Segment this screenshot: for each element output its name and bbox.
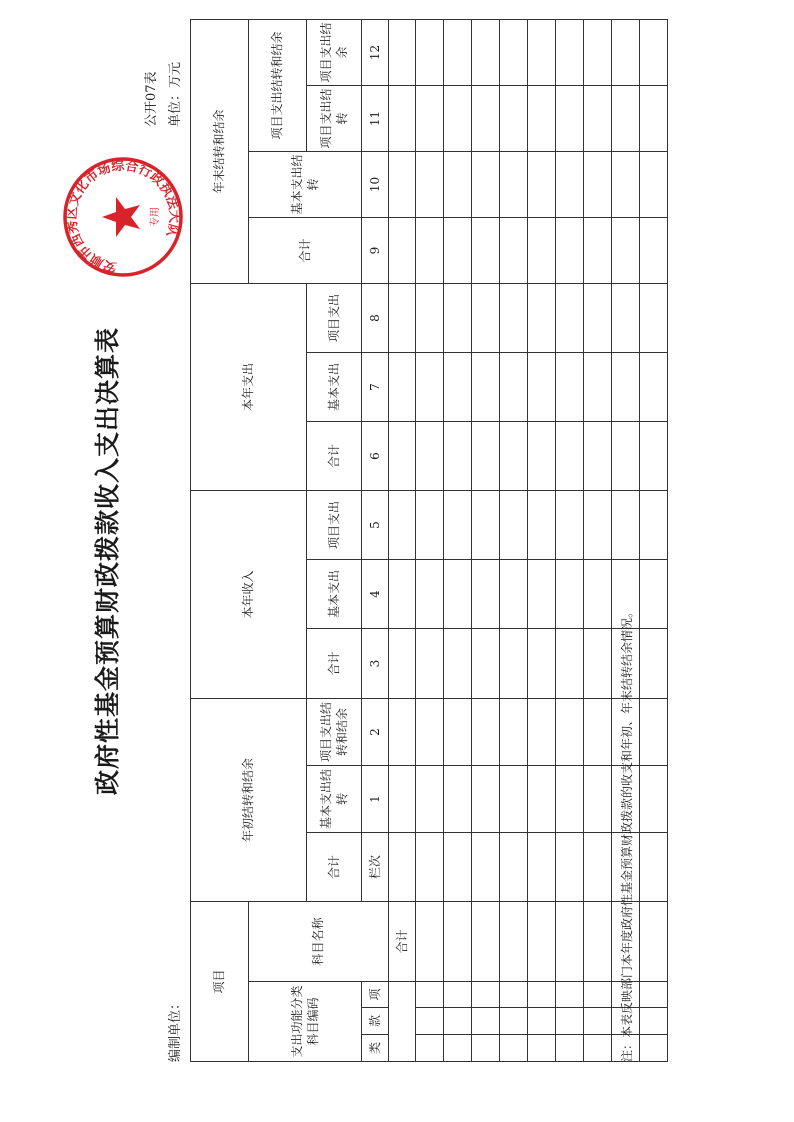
header-income-basic: 基本支出: [307, 559, 362, 628]
header-ending-basic-carry: 基本支出结转: [249, 151, 362, 217]
table-cell: [472, 832, 500, 901]
table-cell: [528, 698, 556, 765]
table-cell: [444, 765, 472, 832]
table-cell: [416, 901, 444, 981]
table-cell: [472, 19, 500, 85]
table-cell: [500, 217, 528, 283]
table-cell: [444, 982, 472, 1008]
header-code: 支出功能分类科目编码: [249, 982, 362, 1062]
table-cell: [612, 217, 640, 283]
table-cell: [612, 85, 640, 151]
table-cell: [500, 901, 528, 981]
table-cell: [556, 352, 584, 421]
table-cell: [528, 352, 556, 421]
table-cell: [472, 982, 500, 1008]
table-cell: [640, 19, 668, 85]
col-number: 7: [362, 352, 389, 421]
table-cell: [612, 352, 640, 421]
table-cell: [584, 352, 612, 421]
table-cell: [444, 628, 472, 698]
table-cell: [528, 283, 556, 352]
table-cell: [556, 982, 584, 1008]
table-cell: [612, 19, 640, 85]
row-label-total: 合计: [389, 901, 416, 981]
table-cell: [500, 698, 528, 765]
header-expense: 本年支出: [191, 283, 307, 490]
header-subject-name: 科目名称: [249, 901, 389, 981]
table-cell: [500, 283, 528, 352]
table-cell: [444, 283, 472, 352]
table-cell: [444, 559, 472, 628]
col-number: 1: [362, 765, 389, 832]
header-lei: 类: [362, 1035, 389, 1062]
table-cell: [640, 1008, 668, 1035]
table-cell: [416, 698, 444, 765]
table-cell: [472, 85, 500, 151]
table-cell: [416, 85, 444, 151]
table-cell: [528, 1035, 556, 1062]
table-cell: [584, 628, 612, 698]
table-cell: [556, 283, 584, 352]
table-cell: [472, 352, 500, 421]
table-cell: [444, 19, 472, 85]
col-number: 6: [362, 421, 389, 490]
table-cell: [640, 490, 668, 559]
col-number: 12: [362, 19, 389, 85]
table-cell: [584, 832, 612, 901]
table-cell: [500, 352, 528, 421]
table-cell: [500, 85, 528, 151]
table-cell: [584, 1008, 612, 1035]
table-cell: [640, 217, 668, 283]
table-cell: [416, 352, 444, 421]
table-cell: [500, 1035, 528, 1062]
table-cell: [556, 765, 584, 832]
row-label-column-no: 栏次: [362, 832, 389, 901]
col-number: 3: [362, 628, 389, 698]
table-cell: [640, 1035, 668, 1062]
table-row-total: [389, 19, 416, 1061]
col-number: 9: [362, 217, 389, 283]
header-expense-basic: 基本支出: [307, 352, 362, 421]
table-cell: [444, 151, 472, 217]
table-cell: [556, 151, 584, 217]
header-ending-project-carryover: 项目支出结转: [307, 85, 362, 151]
table-cell: [472, 901, 500, 981]
table-cell: [584, 85, 612, 151]
table-cell: [584, 490, 612, 559]
table-cell: [416, 151, 444, 217]
table-cell: [584, 1035, 612, 1062]
table-cell: [584, 19, 612, 85]
table-cell: [500, 765, 528, 832]
compiler-label: 编制单位：: [168, 996, 183, 1062]
table-cell: [640, 151, 668, 217]
table-cell: [556, 421, 584, 490]
table-row: [500, 19, 528, 1061]
table-cell: [528, 559, 556, 628]
table-row: [528, 19, 556, 1061]
header-opening-project: 项目支出结转和结余: [307, 698, 362, 765]
table-cell: [556, 1008, 584, 1035]
table-cell: [584, 217, 612, 283]
table-cell: [472, 628, 500, 698]
table-cell: [500, 559, 528, 628]
table-cell: [528, 151, 556, 217]
seal-inner-text: 专用: [150, 207, 161, 227]
table-cell: [584, 421, 612, 490]
col-number: 11: [362, 85, 389, 151]
table-cell: [584, 901, 612, 981]
table-cell: [444, 832, 472, 901]
table-cell: [416, 1008, 444, 1035]
table-cell: [528, 19, 556, 85]
table-cell: [416, 559, 444, 628]
header-opening-basic: 基本支出结转: [307, 765, 362, 832]
table-cell: [528, 1008, 556, 1035]
table-cell: [528, 765, 556, 832]
table-cell: [584, 698, 612, 765]
table-cell: [640, 982, 668, 1008]
header-opening-total: 合计: [307, 832, 362, 901]
table-cell: [556, 19, 584, 85]
table-cell: [444, 698, 472, 765]
table-cell: [444, 901, 472, 981]
header-item: 项目: [191, 901, 249, 1061]
table-wrapper: [190, 19, 668, 1062]
table-cell: [528, 85, 556, 151]
table-cell: [500, 421, 528, 490]
table-cell: [472, 421, 500, 490]
table-cell: [444, 490, 472, 559]
header-xiang: 项: [362, 982, 389, 1008]
header-ending-total: 合计: [249, 217, 362, 283]
form-number: 公开07表: [144, 71, 159, 127]
header-expense-project: 项目支出: [307, 283, 362, 352]
col-number: 5: [362, 490, 389, 559]
table-cell: [528, 628, 556, 698]
table-cell: [500, 628, 528, 698]
col-number: 2: [362, 698, 389, 765]
table-cell: [584, 151, 612, 217]
table-cell: [416, 832, 444, 901]
table-cell: [444, 85, 472, 151]
table-cell: [444, 1035, 472, 1062]
table-cell: [416, 19, 444, 85]
table-cell: [472, 283, 500, 352]
header-income: 本年收入: [191, 490, 307, 698]
total-code-cell: [389, 982, 416, 1062]
header-income-total: 合计: [307, 628, 362, 698]
table-cell: [528, 421, 556, 490]
table-cell: [640, 901, 668, 981]
table-cell: [416, 982, 444, 1008]
table-cell: [528, 490, 556, 559]
table-cell: [528, 901, 556, 981]
table-cell: [612, 151, 640, 217]
table-cell: [416, 1035, 444, 1062]
header-ending-project-balance: 项目支出结余: [307, 19, 362, 85]
table-row: [444, 19, 472, 1061]
table-cell: [556, 698, 584, 765]
header-expense-total: 合计: [307, 421, 362, 490]
table-cell: [612, 421, 640, 490]
col-number: 4: [362, 559, 389, 628]
table-cell: [556, 217, 584, 283]
table-cell: [472, 217, 500, 283]
table-cell: [416, 217, 444, 283]
table-cell: [416, 628, 444, 698]
table-cell: [556, 559, 584, 628]
table-cell: [472, 1008, 500, 1035]
table-cell: [472, 490, 500, 559]
table-cell: [528, 982, 556, 1008]
table-cell: [472, 151, 500, 217]
table-row: [640, 19, 668, 1061]
footnote: 注：本表反映部门本年度政府性基金预算财政拨款的收支和年初、年末结转结余情况。: [620, 605, 634, 1062]
table-cell: [500, 1008, 528, 1035]
header-income-project: 项目支出: [307, 490, 362, 559]
table-cell: [640, 559, 668, 628]
table-cell: [444, 217, 472, 283]
table-cell: [500, 19, 528, 85]
table-row: [416, 19, 444, 1061]
table-cell: [472, 765, 500, 832]
table-cell: [640, 85, 668, 151]
table-row: [556, 19, 584, 1061]
col-number: 10: [362, 151, 389, 217]
table-cell: [556, 490, 584, 559]
table-cell: [444, 421, 472, 490]
table-cell: [556, 832, 584, 901]
header-ending-project-carry: 项目支出结转和结余: [249, 19, 307, 151]
table-cell: [444, 1008, 472, 1035]
table-cell: [528, 217, 556, 283]
header-opening: 年初结转和结余: [191, 698, 307, 901]
table-cell: [584, 559, 612, 628]
table-cell: [416, 421, 444, 490]
table-cell: [528, 832, 556, 901]
table-cell: [584, 982, 612, 1008]
table-cell: [500, 982, 528, 1008]
table-cell: [640, 765, 668, 832]
table-cell: [556, 901, 584, 981]
table-cell: [500, 832, 528, 901]
seal-star-icon: [102, 197, 140, 237]
table-cell: [472, 559, 500, 628]
table-cell: [500, 151, 528, 217]
table-cell: [556, 85, 584, 151]
header-kuan: 款: [362, 1008, 389, 1035]
table-cell: [640, 283, 668, 352]
table-cell: [612, 283, 640, 352]
col-number: 8: [362, 283, 389, 352]
table-cell: [416, 283, 444, 352]
table-cell: [640, 352, 668, 421]
table-cell: [640, 832, 668, 901]
table-cell: [640, 698, 668, 765]
table-cell: [472, 698, 500, 765]
unit-label: 单位：万元: [168, 61, 183, 127]
table-row: [472, 19, 500, 1061]
table-cell: [416, 490, 444, 559]
official-seal: [60, 154, 186, 280]
table-cell: [472, 1035, 500, 1062]
table-cell: [444, 352, 472, 421]
table-cell: [584, 283, 612, 352]
table-cell: [416, 765, 444, 832]
table-cell: [640, 421, 668, 490]
table-cell: [584, 765, 612, 832]
table-cell: [556, 1035, 584, 1062]
header-ending: 年末结转和结余: [191, 19, 249, 283]
table-cell: [612, 490, 640, 559]
table-cell: [556, 628, 584, 698]
table-cell: [640, 628, 668, 698]
page-title: 政府性基金预算财政拨款收入支出决算表: [93, 327, 122, 796]
table-row: [584, 19, 612, 1061]
seal-text: 安顺市西秀区文化市场综合行政执法大队: [64, 158, 182, 275]
budget-table: [190, 19, 668, 1062]
table-cell: [500, 490, 528, 559]
